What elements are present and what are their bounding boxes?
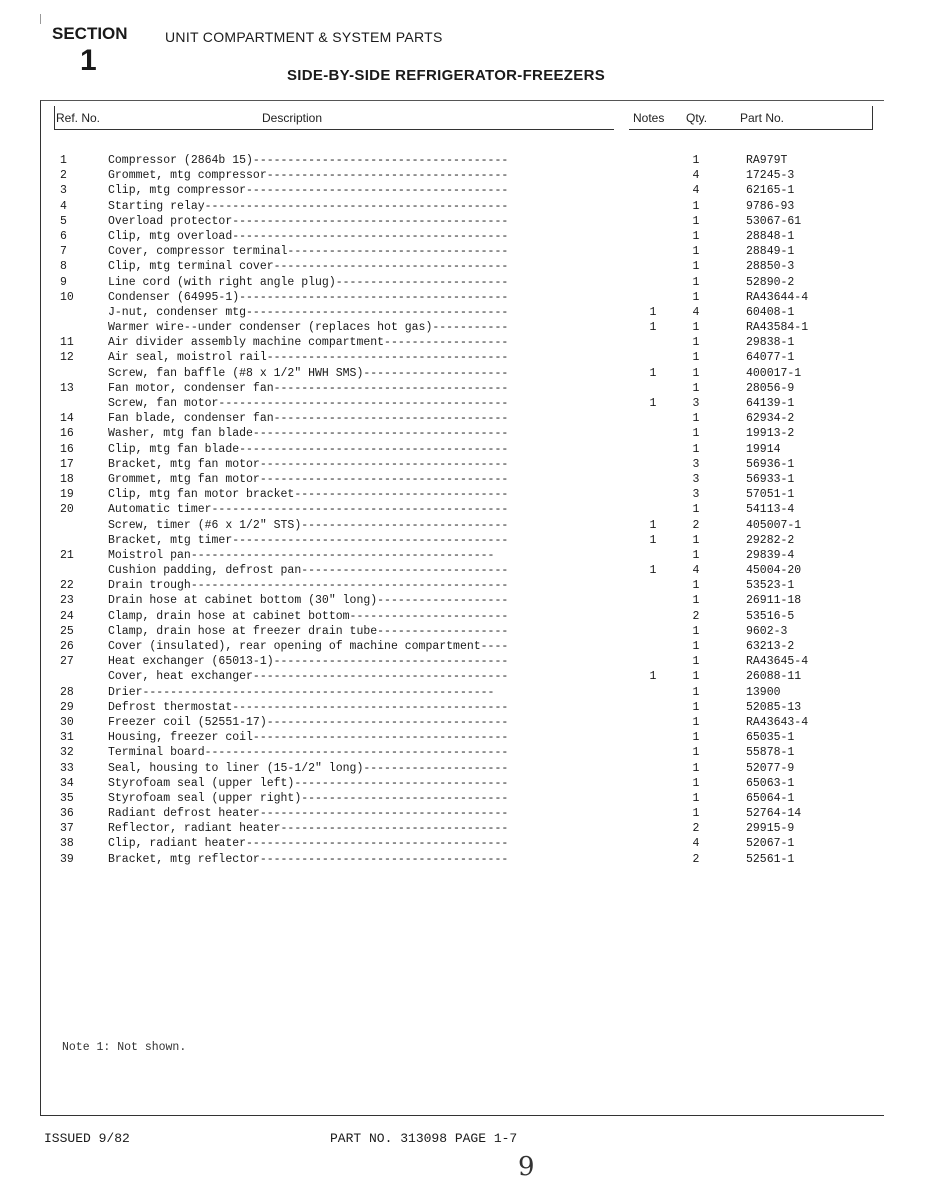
notes-cell: 1 [649, 321, 657, 335]
ref-cell: 17 [60, 457, 74, 471]
ref-cell: 12 [60, 351, 74, 365]
part-number-cell: 53523-1 [746, 579, 795, 593]
description-cell: Cushion padding, defrost pan------------------------------ [108, 564, 509, 578]
qty-cell: 1 [692, 700, 700, 714]
ref-cell: 27 [60, 655, 74, 669]
ref-cell: 5 [60, 214, 67, 228]
top-tick-mark [40, 14, 41, 24]
description-cell: Warmer wire--under condenser (replaces hot gas)----------- [108, 321, 509, 335]
table-row [0, 411, 944, 426]
part-number-cell: 53067-61 [746, 214, 802, 228]
notes-cell: 1 [649, 305, 657, 319]
table-row [0, 730, 944, 745]
description-cell: Defrost thermostat---------------------------------------- [108, 700, 509, 714]
table-row [0, 700, 944, 715]
handwritten-page-number: 9 [518, 1152, 535, 1182]
description-cell: Styrofoam seal (upper left)------------------------------- [108, 776, 509, 790]
description-cell: Air divider assembly machine compartment------------------ [108, 336, 509, 350]
qty-cell: 4 [692, 837, 700, 851]
description-cell: Screw, fan motor------------------------------------------ [108, 397, 509, 410]
ref-cell: 31 [60, 731, 74, 745]
part-number-cell: 56933-1 [746, 472, 795, 486]
qty-cell: 1 [692, 640, 700, 653]
part-number-cell: 62934-2 [746, 412, 795, 426]
qty-cell: 1 [692, 791, 700, 805]
ref-cell: 13 [60, 381, 74, 395]
description-cell: Seal, housing to liner (15-1/2" long)--------------------- [108, 761, 509, 775]
description-cell: Housing, freezer coil------------------------------------- [108, 731, 509, 745]
table-row [0, 609, 944, 624]
part-number-cell: 28850-3 [746, 260, 795, 274]
description-cell: Radiant defrost heater------------------------------------ [108, 807, 509, 821]
description-cell: Overload protector---------------------------------------- [108, 214, 509, 228]
table-row [0, 472, 944, 487]
part-number-cell: 9602-3 [746, 624, 788, 638]
part-number-cell: 26088-11 [746, 670, 802, 684]
part-number-cell: 405007-1 [746, 518, 802, 532]
qty-cell: 1 [692, 548, 700, 562]
ref-cell: 35 [60, 791, 74, 805]
part-number-cell: 52764-14 [746, 807, 802, 821]
description-cell: Clip, mtg fan motor bracket------------------------------- [108, 488, 509, 502]
qty-cell: 1 [692, 366, 700, 380]
table-row [0, 518, 944, 533]
notes-cell: 1 [649, 564, 657, 578]
description-cell: Drain hose at cabinet bottom (30" long)------------------- [108, 594, 509, 608]
qty-cell: 3 [692, 457, 700, 471]
part-number-cell: 65035-1 [746, 731, 795, 745]
part-number-cell: 52067-1 [746, 837, 795, 851]
table-row [0, 199, 944, 214]
qty-cell: 1 [692, 260, 700, 274]
column-header-notes: Notes [633, 111, 665, 125]
description-cell: Moistrol pan-------------------------------------------- [108, 548, 495, 562]
table-row [0, 836, 944, 851]
section-label: SECTION [52, 24, 128, 43]
table-row [0, 442, 944, 457]
description-cell: Cover, heat exchanger------------------------------------- [108, 670, 509, 684]
qty-cell: 1 [692, 807, 700, 821]
ref-cell: 8 [60, 260, 67, 274]
description-cell: Washer, mtg fan blade------------------------------------- [108, 427, 509, 441]
ref-cell: 16 [60, 427, 74, 441]
table-row [0, 654, 944, 669]
qty-cell: 2 [692, 852, 700, 866]
qty-cell: 1 [692, 685, 700, 699]
qty-cell: 4 [692, 169, 700, 183]
description-cell: Cover, compressor terminal-------------------------------- [108, 245, 509, 259]
part-number-cell: 45004-20 [746, 564, 802, 578]
ref-cell: 32 [60, 746, 74, 760]
notes-cell: 1 [649, 518, 657, 532]
qty-cell: 3 [692, 397, 700, 410]
ref-cell: 19 [60, 488, 74, 502]
part-number-cell: 19914 [746, 442, 781, 456]
table-row [0, 396, 944, 411]
part-number-cell: 55878-1 [746, 746, 795, 760]
description-cell: Clip, mtg terminal cover---------------------------------- [108, 260, 509, 274]
ref-cell: 20 [60, 503, 74, 517]
part-number-cell: 64139-1 [746, 397, 795, 410]
qty-cell: 1 [692, 290, 700, 304]
qty-cell: 1 [692, 321, 700, 335]
column-header-description: Description [262, 111, 323, 125]
part-number-cell: 52890-2 [746, 275, 795, 289]
table-row [0, 183, 944, 198]
section-number: 1 [80, 44, 97, 77]
description-cell: Clip, radiant heater-------------------------------------- [108, 837, 509, 851]
table-row [0, 305, 944, 320]
notes-cell: 1 [649, 366, 657, 380]
part-number-cell: 29282-2 [746, 533, 795, 547]
part-number-cell: 57051-1 [746, 488, 795, 502]
parts-table [0, 153, 944, 867]
qty-cell: 1 [692, 412, 700, 426]
part-number-cell: 17245-3 [746, 169, 795, 183]
ref-cell: 33 [60, 761, 74, 775]
ref-cell: 1 [60, 154, 67, 167]
qty-cell: 1 [692, 275, 700, 289]
table-row [0, 381, 944, 396]
qty-cell: 1 [692, 533, 700, 547]
ref-cell: 6 [60, 229, 67, 243]
qty-cell: 1 [692, 427, 700, 441]
part-number-cell: RA43643-4 [746, 715, 809, 729]
table-row [0, 639, 944, 654]
table-row [0, 275, 944, 290]
table-row [0, 153, 944, 168]
table-row [0, 669, 944, 684]
ref-cell: 3 [60, 184, 67, 198]
description-cell: Screw, fan baffle (#8 x 1/2" HWH SMS)--------------------- [108, 366, 509, 380]
part-number-cell: 65064-1 [746, 791, 795, 805]
table-row [0, 168, 944, 183]
qty-cell: 1 [692, 594, 700, 608]
table-row [0, 502, 944, 517]
part-number-cell: 65063-1 [746, 776, 795, 790]
qty-cell: 1 [692, 229, 700, 243]
description-cell: Styrofoam seal (upper right)------------------------------ [108, 791, 509, 805]
description-cell: Grommet, mtg compressor----------------------------------- [108, 169, 509, 183]
part-number-cell: 60408-1 [746, 305, 795, 319]
ref-cell: 14 [60, 412, 74, 426]
notes-cell: 1 [649, 397, 657, 410]
ref-cell: 16 [60, 442, 74, 456]
table-row [0, 214, 944, 229]
qty-cell: 4 [692, 564, 700, 578]
qty-cell: 1 [692, 214, 700, 228]
part-number-cell: 29915-9 [746, 822, 795, 836]
qty-cell: 1 [692, 442, 700, 456]
header-bracket-left [54, 106, 55, 130]
qty-cell: 2 [692, 822, 700, 836]
notes-cell: 1 [649, 533, 657, 547]
part-number-cell: 52561-1 [746, 852, 795, 866]
table-row [0, 624, 944, 639]
description-cell: Clip, mtg compressor-------------------------------------- [108, 184, 509, 198]
description-cell: Reflector, radiant heater--------------------------------- [108, 822, 509, 836]
issued-date: ISSUED 9/82 [44, 1131, 130, 1146]
part-number-cell: RA43645-4 [746, 655, 809, 669]
qty-cell: 1 [692, 351, 700, 365]
description-cell: Screw, timer (#6 x 1/2" STS)------------------------------ [108, 518, 509, 532]
table-row [0, 715, 944, 730]
header-rule-right [629, 129, 873, 130]
description-cell: Clamp, drain hose at cabinet bottom----------------------- [108, 609, 509, 623]
notes-cell: 1 [649, 670, 657, 684]
ref-cell: 26 [60, 640, 74, 653]
description-cell: Automatic timer------------------------------------------- [108, 503, 509, 517]
part-number-cell: 9786-93 [746, 199, 795, 213]
table-row [0, 229, 944, 244]
qty-cell: 1 [692, 731, 700, 745]
footnote: Note 1: Not shown. [62, 1041, 187, 1054]
part-number-cell: 19913-2 [746, 427, 795, 441]
table-row [0, 259, 944, 274]
ref-cell: 37 [60, 822, 74, 836]
description-cell: Cover (insulated), rear opening of machine compartment---- [108, 640, 509, 653]
table-row [0, 320, 944, 335]
ref-cell: 36 [60, 807, 74, 821]
description-cell: Terminal board-------------------------------------------- [108, 746, 509, 760]
description-cell: Air seal, moistrol rail----------------------------------- [108, 351, 509, 365]
qty-cell: 1 [692, 776, 700, 790]
header-rule-description [54, 129, 614, 130]
description-cell: Drain trough---------------------------------------------- [108, 579, 509, 593]
qty-cell: 1 [692, 503, 700, 517]
table-row [0, 350, 944, 365]
part-number-cell: RA43644-4 [746, 290, 809, 304]
description-cell: Clip, mtg fan blade--------------------------------------- [108, 442, 509, 456]
description-cell: Bracket, mtg timer---------------------------------------- [108, 533, 509, 547]
ref-cell: 11 [60, 336, 74, 350]
table-row [0, 776, 944, 791]
description-cell: Freezer coil (52551-17)----------------------------------- [108, 715, 509, 729]
ref-cell: 18 [60, 472, 74, 486]
ref-cell: 38 [60, 837, 74, 851]
description-cell: Bracket, mtg fan motor------------------------------------ [108, 457, 509, 471]
part-number-cell: RA43584-1 [746, 321, 809, 335]
document-title: SIDE-BY-SIDE REFRIGERATOR-FREEZERS [287, 67, 606, 84]
description-cell: Clamp, drain hose at freezer drain tube------------------- [108, 624, 509, 638]
part-number-cell: 56936-1 [746, 457, 795, 471]
table-row [0, 852, 944, 867]
section-title: UNIT COMPARTMENT & SYSTEM PARTS [165, 29, 443, 45]
ref-cell: 7 [60, 245, 67, 259]
table-row [0, 821, 944, 836]
table-row [0, 290, 944, 305]
ref-cell: 29 [60, 700, 74, 714]
table-row [0, 533, 944, 548]
qty-cell: 1 [692, 381, 700, 395]
part-number-cell: 26911-18 [746, 594, 802, 608]
qty-cell: 1 [692, 336, 700, 350]
qty-cell: 1 [692, 579, 700, 593]
table-row [0, 366, 944, 381]
qty-cell: 2 [692, 609, 700, 623]
part-number-cell: 400017-1 [746, 366, 802, 380]
table-row [0, 426, 944, 441]
table-row [0, 335, 944, 350]
qty-cell: 1 [692, 655, 700, 669]
description-cell: Clip, mtg overload---------------------------------------- [108, 229, 509, 243]
qty-cell: 1 [692, 761, 700, 775]
description-cell: Bracket, mtg reflector------------------------------------ [108, 852, 509, 866]
part-number-cell: 13900 [746, 685, 781, 699]
ref-cell: 2 [60, 169, 67, 183]
table-row [0, 806, 944, 821]
description-cell: Grommet, mtg fan motor------------------------------------ [108, 472, 509, 486]
ref-cell: 21 [60, 548, 74, 562]
column-header-ref: Ref. No. [56, 111, 101, 125]
table-row [0, 487, 944, 502]
description-cell: Condenser (64995-1)--------------------------------------- [108, 290, 509, 304]
table-row [0, 244, 944, 259]
part-number-cell: 29839-4 [746, 548, 795, 562]
ref-cell: 30 [60, 715, 74, 729]
part-number-cell: 64077-1 [746, 351, 795, 365]
qty-cell: 3 [692, 488, 700, 502]
table-row [0, 563, 944, 578]
ref-cell: 9 [60, 275, 67, 289]
table-row [0, 548, 944, 563]
part-page-number: PART NO. 313098 PAGE 1-7 [330, 1131, 518, 1146]
part-number-cell: 28848-1 [746, 229, 795, 243]
part-number-cell: 52085-13 [746, 700, 802, 714]
description-cell: Compressor (2864b 15)------------------------------------- [108, 154, 509, 167]
part-number-cell: 52077-9 [746, 761, 795, 775]
qty-cell: 1 [692, 199, 700, 213]
description-cell: Fan motor, condenser fan---------------------------------- [108, 381, 509, 395]
part-number-cell: 28056-9 [746, 381, 795, 395]
qty-cell: 2 [692, 518, 700, 532]
qty-cell: 1 [692, 670, 700, 684]
header-bracket-right [872, 106, 873, 130]
description-cell: Line cord (with right angle plug)------------------------- [108, 275, 509, 289]
qty-cell: 1 [692, 624, 700, 638]
part-number-cell: 62165-1 [746, 184, 795, 198]
ref-cell: 25 [60, 624, 74, 638]
part-number-cell: 54113-4 [746, 503, 795, 517]
description-cell: Drier--------------------------------------------------- [108, 685, 495, 699]
ref-cell: 34 [60, 776, 74, 790]
description-cell: J-nut, condenser mtg-------------------------------------- [108, 305, 509, 319]
table-row [0, 761, 944, 776]
part-number-cell: 28849-1 [746, 245, 795, 259]
part-number-cell: 53516-5 [746, 609, 795, 623]
qty-cell: 1 [692, 715, 700, 729]
column-header-qty: Qty. [686, 111, 708, 125]
table-row [0, 685, 944, 700]
description-cell: Heat exchanger (65013-1)---------------------------------- [108, 655, 509, 669]
description-cell: Starting relay-------------------------------------------- [108, 199, 509, 213]
ref-cell: 39 [60, 852, 74, 866]
ref-cell: 24 [60, 609, 74, 623]
qty-cell: 1 [692, 746, 700, 760]
ref-cell: 28 [60, 685, 74, 699]
ref-cell: 4 [60, 199, 67, 213]
ref-cell: 22 [60, 579, 74, 593]
table-row [0, 457, 944, 472]
part-number-cell: RA979T [746, 154, 788, 167]
table-row [0, 578, 944, 593]
qty-cell: 1 [692, 154, 700, 167]
ref-cell: 10 [60, 290, 74, 304]
qty-cell: 1 [692, 245, 700, 259]
table-row [0, 791, 944, 806]
description-cell: Fan blade, condenser fan---------------------------------- [108, 412, 509, 426]
column-header-part: Part No. [740, 111, 785, 125]
part-number-cell: 29838-1 [746, 336, 795, 350]
table-row [0, 745, 944, 760]
qty-cell: 3 [692, 472, 700, 486]
qty-cell: 4 [692, 184, 700, 198]
ref-cell: 23 [60, 594, 74, 608]
part-number-cell: 63213-2 [746, 640, 795, 653]
qty-cell: 4 [692, 305, 700, 319]
table-row [0, 593, 944, 608]
